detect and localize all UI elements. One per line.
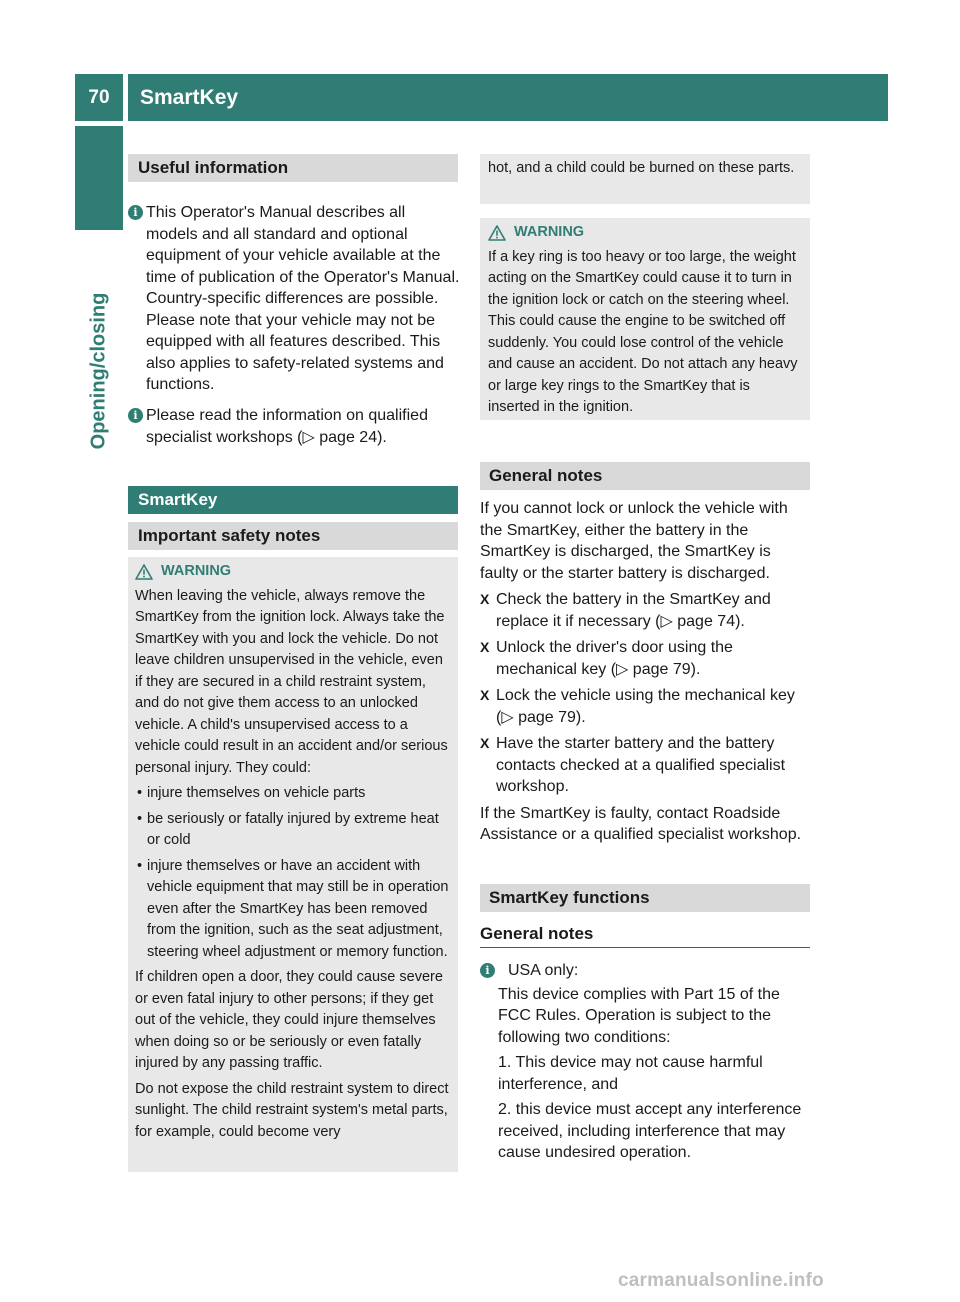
general-notes-steps [480,589,813,798]
warning-2-text: If a key ring is too heavy or too large, the weight acting on the SmartKey could cause it to turn in the ignition lock or catch on the steering wheel. This could cause the engine to be switched off suddenly. You could lose control of the vehicle and cause an accident. Do not attach any heavy or large key rings to the SmartKey that is inserted in the ignition. [488,248,798,415]
list-item [480,589,813,632]
list-item: • injure themselves on vehicle parts [135,783,451,805]
warning-box-1 [128,557,458,1172]
list-item [480,685,813,728]
watermark: carmanualsonline.info [618,1270,824,1291]
info-note-1-text: This Operator's Manual describes all models and all standard and optional equipment of your vehicle available at the time of publication of the Operator's Manual. Country-specific differences are possible. Please note that your vehicle may not be equipped with all features described. This also applies to safety-related systems and functions. [146,204,460,393]
step-text: Lock the vehicle using the mechanical key (▷ page 79). [496,687,795,726]
info-note-usa [480,960,813,1164]
smartkey-functions-heading: SmartKey functions [480,884,810,912]
list-item: • be seriously or fatally injured by extreme heat or cold [135,809,451,852]
fcc-condition-2: 2. this device must accept any interference received, including interference that may cause undesired operation. [498,1101,802,1161]
warning-triangle-icon [488,225,506,241]
info-icon: i [128,205,143,220]
x-step-icon: X [480,591,490,607]
x-step-icon: X [480,687,490,703]
usa-only-label: USA only: [508,962,579,979]
safety-notes-heading: Important safety notes [128,522,458,550]
general-notes-body [480,498,813,846]
list-item: • injure themselves or have an accident with vehicle equipment that may still be in operation even after the SmartKey has been removed from the ignition, such as the seat adjustment, steering wheel adjustment or memory function. [135,856,451,964]
step-text: Have the starter battery and the battery contacts checked at a qualified specialist workshop. [496,735,786,795]
warning-continued-text: hot, and a child could be burned on these parts. [488,160,795,176]
warning-para-3: Do not expose the child restraint system to direct sunlight. The child restraint system's metal parts, for example, could become very [135,1080,449,1140]
smartkey-section-heading: SmartKey [128,486,458,514]
warning-continued-box [480,154,810,204]
info-icon: i [128,408,143,423]
side-chapter-label: Opening/closing [87,292,110,450]
warning-header [488,222,802,244]
warning-para-2: If children open a door, they could cause severe or even fatal injury to other persons; if they get out of the vehicle, they could injure themselves when doing so or be seriously or even fatally injured by any passing traffic. [135,969,443,1071]
info-icon: i [480,963,495,978]
functions-subheading: General notes [480,920,810,948]
page-title: SmartKey [128,74,888,121]
general-notes-outro: If the SmartKey is faulty, contact Roadside Assistance or a qualified specialist workshop. [480,804,802,843]
warning-intro: When leaving the vehicle, always remove the SmartKey from the ignition lock. Always take the SmartKey with you and lock the vehicle. Do not leave children unsupervised in the vehicle, even if they are secured in a child restraint system, and do not give them access to an unlocked vehicle. A child's unsupervised access to a vehicle could result in an accident and/or serious personal injury. They could: [135,587,448,776]
info-note-2-text: Please read the information on qualified specialist workshops (▷ page 24). [146,407,428,446]
page-number: 70 [75,74,123,121]
side-tab-block [75,126,123,230]
x-step-icon: X [480,639,490,655]
general-notes-intro: If you cannot lock or unlock the vehicle with the SmartKey, either the battery in the SmartKey is discharged, the SmartKey is faulty or the starter battery is discharged. [480,500,788,582]
info-note-2 [128,405,461,448]
general-notes-heading: General notes [480,462,810,490]
warning-header [135,561,451,583]
step-text: Unlock the driver's door using the mechanical key (▷ page 79). [496,639,733,678]
warning-box-2 [480,218,810,420]
warning-label: WARNING [514,224,585,240]
useful-info-heading: Useful information [128,154,458,182]
fcc-condition-1: 1. This device may not cause harmful interference, and [498,1054,763,1093]
list-item [480,733,813,798]
step-text: Check the battery in the SmartKey and replace it if necessary (▷ page 74). [496,591,771,630]
warning-label: WARNING [161,563,232,579]
warning-triangle-icon [135,564,153,580]
x-step-icon: X [480,735,490,751]
info-note-1 [128,202,461,396]
list-item [480,637,813,680]
warning-bullet-list [135,783,451,963]
fcc-text: This device complies with Part 15 of the FCC Rules. Operation is subject to the following two conditions: [498,985,780,1046]
side-chapter-tab [75,236,123,506]
